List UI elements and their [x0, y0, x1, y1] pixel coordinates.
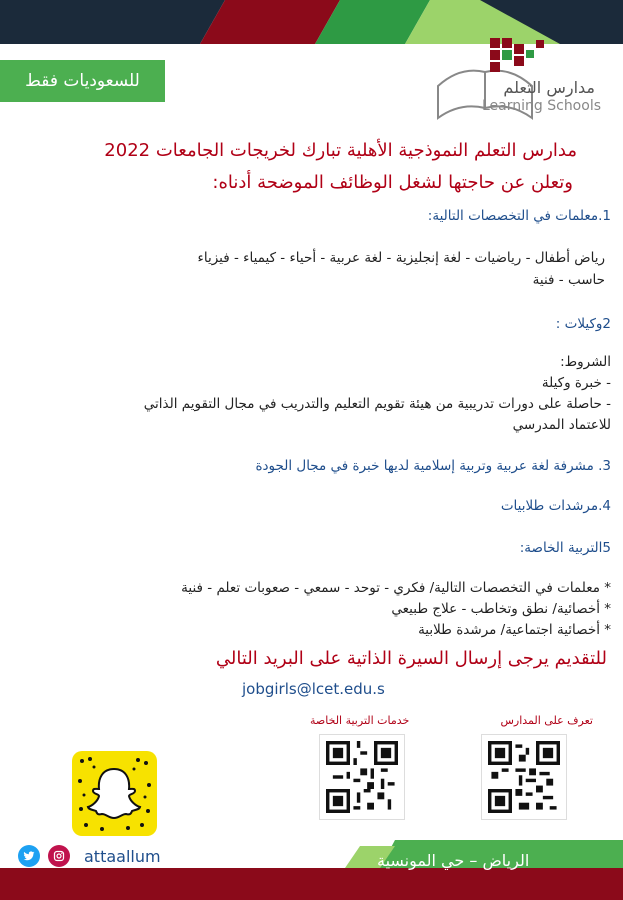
headline-line-1: مدارس التعلم النموذجية الأهلية تبارك لخريجات الجامعات 2022: [104, 140, 577, 161]
qr-code-icon: [326, 741, 398, 813]
condition-1: - خبرة وكيلة: [541, 375, 611, 391]
section-3-heading: 3. مشرفة لغة عربية وتربية إسلامية لديها خبرة في مجال الجودة: [255, 458, 611, 474]
qr-code-schools[interactable]: [482, 735, 566, 819]
twitter-icon[interactable]: [18, 845, 40, 867]
saudi-only-badge: [0, 60, 165, 102]
badge-label: للسعوديات فقط: [25, 71, 140, 91]
social-links: [18, 845, 161, 867]
apply-instruction: للتقديم يرجى إرسال السيرة الذاتية على البريد التالي: [215, 648, 607, 669]
section-1-line-2: حاسب - فنية: [532, 272, 605, 288]
condition-2: - حاصلة على دورات تدريبية من هيئة تقويم التعليم والتدريب في مجال التقويم الذاتي: [143, 396, 611, 412]
section-5-heading: 5التربية الخاصة:: [519, 540, 611, 556]
apply-email-link[interactable]: jobgirls@lcet.edu.s: [242, 680, 385, 698]
special-ed-item-1: * معلمات في التخصصات التالية/ فكري - توحد - سمعي - صعوبات تعلم - فنية: [181, 580, 611, 596]
qr-code-icon: [488, 741, 560, 813]
section-1-line-1: رياض أطفال - رياضيات - لغة إنجليزية - لغة عربية - أحياء - كيمياء - فيزياء: [197, 250, 605, 266]
snapchat-ghost-icon: [72, 751, 157, 836]
special-ed-item-3: * أخصائية اجتماعية/ مرشدة طلابية: [418, 622, 611, 638]
special-ed-item-2: * أخصائية/ نطق وتخاطب - علاج طبيعي: [391, 601, 611, 617]
location-text: الرياض – حي المونسية: [377, 850, 530, 870]
social-handle[interactable]: attaallum: [84, 846, 161, 866]
qr-special-ed-label: خدمات التربية الخاصة: [310, 714, 410, 727]
section-1-heading: 1.معلمات في التخصصات التالية:: [427, 208, 611, 224]
snapchat-code[interactable]: [72, 751, 157, 836]
section-2-heading: 2وكيلات :: [555, 316, 611, 332]
conditions-title: الشروط:: [560, 354, 611, 370]
logo-english-text: Learning Schools: [482, 98, 601, 114]
section-4-heading: 4.مرشدات طلابيات: [500, 498, 611, 514]
headline-line-2: وتعلن عن حاجتها لشغل الوظائف الموضحة أدناه:: [212, 172, 573, 193]
condition-2-continued: للاعتماد المدرسي: [512, 417, 611, 433]
instagram-icon[interactable]: [48, 845, 70, 867]
logo-arabic-text: مدارس التعلم: [503, 78, 595, 97]
qr-schools-label: تعرف على المدارس: [500, 714, 593, 727]
qr-code-special-education[interactable]: [320, 735, 404, 819]
